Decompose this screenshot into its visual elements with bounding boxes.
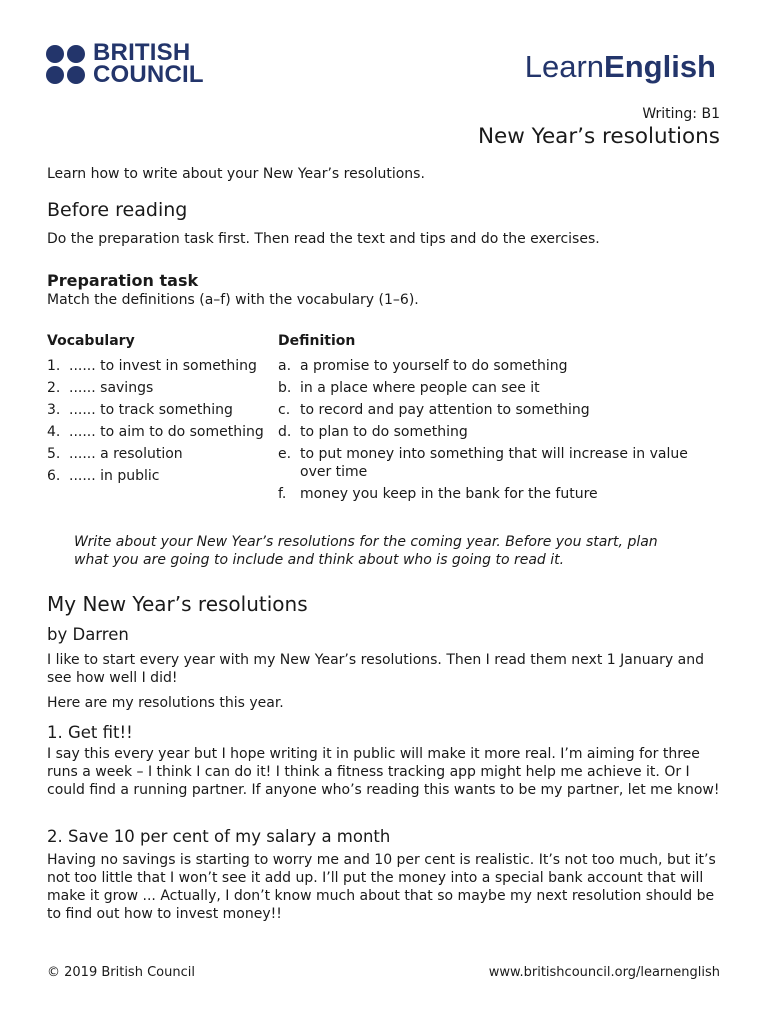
page-title: New Year’s resolutions	[477, 124, 720, 149]
article-paragraph: Having no savings is starting to worry me and 10 per cent is realistic. It’s not too much, but it’s not too little that I won’t see it add up. I’ll put the money into a special bank account that will make it grow ... Actually, I don’t know much about that so maybe my next resolution should be to find out how to invest money!!	[47, 852, 716, 922]
list-item: 1. ...... to invest in something	[47, 358, 257, 374]
intro-text: Learn how to write about your New Year’s resolutions.	[47, 166, 425, 182]
definition-list	[278, 355, 718, 505]
list-item: 4. ...... to aim to do something	[47, 424, 264, 440]
article-byline: by Darren	[47, 625, 129, 644]
list-item: c. to record and pay attention to something	[278, 402, 590, 418]
list-item: 6. ...... in public	[47, 468, 160, 484]
logo-line1: BRITISH	[93, 39, 191, 66]
article-paragraph: Here are my resolutions this year.	[47, 695, 284, 711]
definition-header: Definition	[278, 333, 356, 349]
article-subheading: 2. Save 10 per cent of my salary a month	[47, 827, 391, 846]
list-item: a. a promise to yourself to do something	[278, 358, 568, 374]
list-item: d. to plan to do something	[278, 424, 468, 440]
footer-copyright: © 2019 British Council	[47, 965, 195, 980]
article-paragraph: I say this every year but I hope writing it in public will make it more real. I’m aiming for three runs a week – I think I can do it! I think a fitness tracking app might help me achieve it. Or I could find a running partner. If anyone who’s reading this wants to be my partner, let me know!	[47, 746, 720, 798]
footer-url[interactable]: www.britishcouncil.org/learnenglish	[488, 965, 720, 980]
list-item: 3. ...... to track something	[47, 402, 233, 418]
writing-prompt: Write about your New Year’s resolutions for the coming year. Before you start, plan what you are going to include and think about who is going to read it.	[74, 534, 658, 568]
list-item: f. money you keep in the bank for the future	[278, 486, 598, 502]
preparation-instructions: Match the definitions (a–f) with the vocabulary (1–6).	[47, 292, 419, 308]
level-label: Writing: B1	[642, 106, 720, 122]
vocabulary-header: Vocabulary	[47, 333, 135, 349]
list-item: 2. ...... savings	[47, 380, 154, 396]
logo-text	[93, 39, 204, 88]
list-item: 5. ...... a resolution	[47, 446, 183, 462]
article-title: My New Year’s resolutions	[47, 592, 308, 616]
before-reading-heading: Before reading	[47, 199, 188, 221]
english-text: English	[604, 49, 716, 84]
logo-line2: COUNCIL	[93, 61, 204, 88]
article-subheading: 1. Get fit!!	[47, 723, 133, 742]
learnenglish-logo	[525, 49, 716, 85]
list-item: b. in a place where people can see it	[278, 380, 540, 396]
british-council-logo	[46, 39, 204, 88]
vocabulary-list	[47, 355, 272, 487]
list-item: e. to put money into something that will increase in value over time	[278, 446, 688, 480]
before-reading-text: Do the preparation task first. Then read the text and tips and do the exercises.	[47, 231, 600, 247]
preparation-heading: Preparation task	[47, 271, 199, 290]
logo-dots-icon	[46, 45, 85, 84]
article-paragraph: I like to start every year with my New Year’s resolutions. Then I read them next 1 January and see how well I did!	[47, 652, 704, 686]
learn-text: Learn	[524, 49, 605, 84]
